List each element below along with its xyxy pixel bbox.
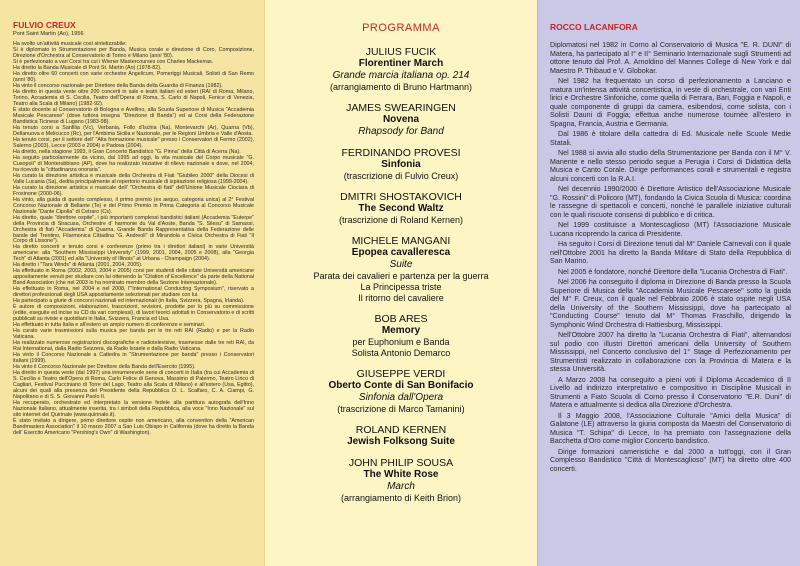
- left-bio-paragraph: Ha tenuto corsi a Sanfilia (Vc), Verbania, Follo d'Ischia (Na), Montevarchi (Ar), Quarna (Vb), Dellanuova e Melicucco (Rc), per l'Ambima Sicilia e Nazionale, per le Regioni Umbria e Valle d'Aosta.: [13, 124, 254, 137]
- left-bio-paragraph: Ha recuperato, orchestrato ed interpretato la versione fedele alla partitura autografa dell'Inno Nazionale Italiano, attualmente inserita, tra i simboli della Repubblica, alla voce "Inno Nazionale" sul sito internet del Quirinale (www.quirinale.it).: [13, 400, 254, 419]
- program-item: [273, 457, 529, 504]
- left-bio-paragraph: Ha vinto il concorso nazionale per Direttore della Banda della Guardia di Finanza (1982).: [13, 82, 223, 89]
- right-bio-paragraph: Nell'Ottobre 2007 ha diretto la "Lucania Orchestra di Fiati", alternandosi sul podio con illustri Direttori americani della University of Southern Mississippi, nel Concerto conclusivo del 1° Stage di Perfezionamento per Strumentisti realizzato in collaborazione con la Provincia di Matera e la stessa Università.: [550, 331, 791, 373]
- program-item: [273, 313, 529, 359]
- left-bio-paragraph: È stato docente al Conservatorio di Bologna e Avellino, alla Scuola Superiore di Musica "Accademia Musicale Pescarese" (dove tuttora insegna "Direzione di Banda") ed ai Corsi della Federazione Bandistica Ticinese di Lugano (1983-98).: [13, 106, 254, 125]
- left-bio-paragraph: Si è perfezionato a vari Corsi tra cui i Wiener Mastercourses con Charles Mackerras.: [13, 58, 214, 65]
- left-bio-paragraph: Ha curato varie trasmissioni sulla musica per banda per le tre reti RAI (Radio) e per la Radio Vaticana.: [13, 328, 254, 341]
- left-bio-paragraph: Ha curato la direzione artistica e musicale dell' "Orchestra di fiati" dell'Unione Musicale Ciociara di Frosinone (2000-06).: [13, 184, 254, 197]
- program-list: [273, 46, 529, 504]
- left-bio-paragraph: Ha diretto in questa veste oltre 200 concerti in sale e teatri italiani ed esteri (RAI di Roma, Milano, Torino, Accademia di S. Cecilia, Teatro dell'Opera di Roma, S. Carlo di Napoli, Fenice di Venezia, Teatro alla Scala di Milano) (1982-92).: [13, 88, 254, 107]
- right-bio-paragraph: Dal 1986 è titolare della cattedra di Ed. Musicale nelle Scuole Medie Statali.: [550, 130, 791, 147]
- work-note: (arrangiamento di Bruno Hartmann): [329, 82, 473, 92]
- left-bio-paragraph: Ha diretto i "Tara Winds" di Atlanta (2001, 2004, 2005).: [13, 262, 143, 269]
- left-bio-paragraph: Ha seguito particolarmente da vicino, dal 1995 ad oggi, la vita musicale del Corpo musicale "G. Cusopoli" di Monterubbiano (AP), dove ha realizzato iniziative di rilievo nazionale e dove, nel 2004, ha ricevuto la "cittadinanza onoraria".: [13, 154, 254, 173]
- program-item: [273, 102, 529, 138]
- right-bio-paragraph: Nel 2005 è fondatore, nonché Direttore della "Lucania Orchestra di Fiati".: [558, 267, 788, 276]
- left-conductor-name: FULVIO CREUX: [13, 20, 76, 30]
- work-subtitle: Suite: [389, 259, 413, 270]
- work-note: (trascrizione di Marco Tamanini): [337, 404, 465, 414]
- work-note: (arrangiamento di Keith Brion): [340, 493, 462, 503]
- work-title: Florentiner March: [358, 58, 444, 69]
- right-bio-paragraph: Ha seguito i Corsi di Direzione tenuti dal M° Daniele Carnevali con il quale nell'Ottobre 2001 ha diretto la Banda Militare di Stato della Repubblica di San Marino.: [550, 240, 791, 265]
- left-bio-paragraph: Ha effettuato in tutta Italia e all'estero un ampio numero di conferenze e seminari.: [13, 322, 206, 329]
- composer-name: FERDINANDO PROVESI: [341, 147, 461, 159]
- left-bio-paragraph: Ha vinto, alla guida di questo complesso, il primo premio (ex aequo, categoria unica) al 2° Festival Concorso Nazionale di Bellante (Te) e del Primo Premio in Prima Categoria al Concorso Musicale Nazionale "Dante Cipolla" di Cetraro (Cs).: [13, 196, 254, 215]
- program-item: [273, 235, 529, 304]
- left-bio-paragraph: Ha diretto concerti e tenuto corsi e conferenze (primo tra i direttori italiani) in varie Università americane: alla "Southern Mississippi University" (1999, 2001, 2004, 2005 e 2008), alla "Georgia Tech" di Atlanta (2001) ed alla "University of Illinois" at Urbana - Champaign (2004).: [13, 244, 254, 263]
- left-bio-paragraph: Ha diretto la Banda Musicale di Pont St. Martin (Ao) (1978-82).: [13, 64, 162, 71]
- composer-name: ROLAND KERNEN: [355, 424, 447, 436]
- work-title: The White Rose: [363, 469, 439, 480]
- work-note: (trascrizione di Roland Kernen): [338, 215, 464, 225]
- composer-name: MICHELE MANGANI: [351, 235, 451, 247]
- left-bio-paragraph: Ha partecipato a giurie di concorsi nazionali ed internazionali (in Italia, Svizzera, Spagna, Irlanda).: [13, 298, 245, 305]
- left-bio-paragraph: Ha effettuato in Roma, nel 2004 e nel 2008, l'"International Conducting Symposium", riservato a direttori professionali degli USA appositamente selezionati per studiare con lui.: [13, 286, 254, 299]
- left-bio-paragraph: È stato invitato a dirigere, primo direttore ospite non americano, alla convention della "American Bandmasters Association" il 10 marzo 2007 a San Luis Obispo in California (dove ha diretto la Banda dell' Esercito Americano "Pershing's Own" di Washington).: [13, 418, 254, 436]
- right-bio-paragraph: Diplomatosi nel 1982 in Corno al Conservatorio di Musica "E. R. DUNI" di Matera, ha partecipato al I° e II° Seminario Internazionale sugli Strumenti ad ottone tenuto dal Prof. A. Arnoldino del Mannes College di New York e dal Maestro P. Thibaud e V. Globokar.: [550, 41, 791, 75]
- right-bio-paragraph: Nel decennio 1990/2000 è Direttore Artistico dell'Associazione Musicale "G. Rossini" di Policoro (MT), fondando la Civica Scuola di Musica: coordina le rassegne di spettacoli e concerti, nonché le parallele iniziative culturali con le quali riscuote consensi di pubblico e di critica.: [550, 185, 791, 219]
- right-conductor-name: ROCCO LACANFORA: [550, 22, 638, 32]
- work-subtitle: Rhapsody for Band: [358, 126, 444, 137]
- program-item: [273, 147, 529, 182]
- work-subtitle: Grande marcia italiana op. 214: [332, 70, 470, 81]
- left-bio-paragraph: Ha vinto il Concorso Nazionale per Direttore della Banda dell'Esercito (1995).: [13, 364, 196, 371]
- composer-name: JAMES SWEARINGEN: [346, 102, 456, 114]
- work-title: Novena: [382, 114, 420, 125]
- left-bio-paragraph: Ha diretto oltre 60 concerti con varie orchestre Angelicum, Pomeriggi Musicali, Solisti di San Remo (anni '80).: [13, 70, 254, 83]
- left-bio-paragraph: Ha realizzato numerose registrazioni discografiche e radiotelevisive, trasmesse dalle tre reti RAI, da Rai International, dalla Radio Svizzera, da Radio Israele e dalla Radio Vaticana.: [13, 340, 254, 353]
- left-bio-paragraph: Ha diretto in questa veste (dal 1997) una innumerevole serie di concerti in Italia (tra cui Accademia di S. Cecilia e Teatro dell'Opera di Roma, Carlo Felice di Genova, Massimo di Palermo, Teatro Lirico di Cagliari, Festival Pucciniano di Torre del Lago, Teatro alla Scala di Milano) e all'estero (Usa, Egitto), alcuni dei quali alla presenza del Presidente della Repubblica O. L. Scalfaro, C. A. Ciampi, G. Napolitano e di S. S. Giovanni Paolo II.: [13, 370, 254, 401]
- work-title: Jewish Folksong Suite: [347, 436, 455, 447]
- work-subtitle: March: [387, 481, 415, 492]
- left-origin: Pont Saint Martin (Ao), 1956: [13, 31, 84, 37]
- work-title: The Second Waltz: [358, 203, 444, 214]
- composer-name: BOB ARES: [374, 313, 428, 325]
- work-note: Solista Antonio Demarco: [351, 348, 451, 358]
- work-title: Memory: [381, 325, 421, 336]
- left-bio-paragraph: Si è diplomato in Strumentazione per Banda, Musica corale e direzione di Coro, Composizione, Direzione d'Orchestra al Conservatorio di Torino e Milano (anni '80).: [13, 46, 254, 59]
- left-bio-paragraph: Ha diretto, quale "direttore ospite", i più importanti complessi bandistici italiani (Accademia "Euterpe" della Provincia di Siracusa, Orchestre d' harmonie du Val d'Aoste, Banda "S. Silesu" di Samassi, Orchestra di fiati "Accademia" di Quarna, Grande Banda Rappresentativa della Federazione delle bande del Trentino, Filarmonica Cittadina "G. Andreoli" di Mirandola e Civica Orchestra di Fiati "Il Corpo di Lissone").: [13, 214, 254, 245]
- left-bio-paragraph: Ha diretto, nella stagione 1993, il Gran Concerto Bandistico "G. Pinna" della Città di Acerra (Na).: [13, 148, 241, 155]
- right-bio-paragraph: Nel 1999 costituisce a Montescaglioso (MT) l'Associazione Musicale Lucana ricoprendo la carica di Presidente.: [550, 221, 791, 238]
- right-bio-paragraph: A Marzo 2008 ha conseguito a pieni voti il Diploma Accademico di II Livello ad indirizzo interpretativo e compositivo in Discipline Musicali in Strumenti a Fiato Scuola di Corno presso il Conservatorio "E.R. Duni" di Matera e attualmente si dedica alla Direzione d'Orchestra.: [550, 375, 791, 409]
- composer-name: JULIUS FUCIK: [365, 46, 437, 58]
- right-column: [537, 0, 800, 566]
- program-item: [273, 424, 529, 448]
- program-item: [273, 191, 529, 226]
- left-bio-paragraph: Ha vinto il Concorso Nazionale a Cattedra in "Strumentazione per banda" presso i Conservatori italiani (1999).: [13, 352, 254, 365]
- left-bio-paragraph: Ha svolto un'attività musicale così sintetizzabile:: [13, 41, 127, 47]
- left-bio-paragraph: Ha effettuato in Roma (2002, 2003, 2004 e 2005) corsi per studenti delle citate Università americane appositamente venuti per studiare con lui ottenendo la "Citation of Excellence" da parte della National Band Association (che nel 2003 lo ha nominato membro della Sezione Internazionale).: [13, 268, 254, 287]
- left-bio-paragraph: Ha curato la direzione artistica e musicale della Orchestra di Fiati "Giubileo 2000" della Diocesi di Valle Lucania (Sa), dedita principalmente al repertorio musicale di ispirazione religiosa (1999-2004).: [13, 172, 254, 185]
- work-note: (trascrizione di Fulvio Creux): [343, 171, 459, 181]
- right-bio-paragraph: Nel 1988 si avvia allo studio della Strumentazione per Banda con il M° V. Manente e nello stesso periodo segue a Perugia i Corsi di Didattica della Musica e Canto Corale. Dirige performances corali e strumentali e registra alcuni concerti con la R.A.I.: [550, 149, 791, 183]
- work-subtitle: Sinfonia dall'Opera: [358, 392, 444, 403]
- work-note: per Euphonium e Banda: [352, 337, 450, 347]
- right-bio-paragraph: Dirige formazioni cameristiche e dal 2000 a tutt'oggi, con il Gran Complesso Bandistico "Città di Montescaglioso" (MT) ha diretto oltre 400 concerti.: [550, 447, 791, 473]
- program-column: [265, 0, 537, 566]
- work-note: Parata dei cavalieri e partenza per la guerra: [313, 271, 489, 281]
- program-item: [273, 368, 529, 415]
- right-bio-paragraph: Nel 1982 ha frequentato un corso di perfezionamento a Lanciano e matura un'intensa attività concertistica, in veste di orchestrale, con vari Enti lirici e Orchestre Sinfoniche, come quella di Ferrara, Bari, Foggia e Napoli, e quale componente di gruppi da camera, esibendosi, come solista, con i Solisti Dauni di Foggia; effettua anche numerose tournée all'estero in Spagna, Francia, Austria e Germania.: [550, 77, 791, 128]
- work-title: Oberto Conte di San Bonifacio: [328, 380, 474, 391]
- work-note: La Principessa triste: [360, 282, 442, 292]
- work-title: Sinfonia: [381, 159, 421, 170]
- composer-name: JOHN PHILIP SOUSA: [348, 457, 454, 469]
- left-bio-paragraph: È autore di composizioni, elaborazioni, trascrizioni, revisioni, prodotte per lo più su commissione (edite, eseguite ed incise su CD da vari complessi), di lavori teorici adottati in Conservatorio e di scritti pubblicati su riviste e quotidiani in Italia, Svizzera, Francia ed Usa.: [13, 304, 254, 323]
- right-bio-paragraph: Nel 2006 ha conseguito il diploma in Direzione di Banda presso la Scuola Superiore di Musica della "Accademia Musicale Pescarese" sotto la guida del M° F. Creux, con il quale nel Febbraio 2006 è stato ospite negli USA della University of the Southern Mississippi, dove ha partecipato al "Conducting Course" tenuto dal M° Thomas Fraschillo, dirigendo la Symphonic Wind Orchestra di Hattiesburg, Mississippi.: [550, 278, 791, 329]
- composer-name: GIUSEPPE VERDI: [356, 368, 446, 380]
- work-title: Epopea cavalleresca: [351, 247, 451, 258]
- composer-name: DMITRI SHOSTAKOVICH: [340, 191, 462, 203]
- right-biography: [550, 41, 791, 473]
- left-biography: [13, 41, 254, 436]
- left-bio-paragraph: Ha tenuto corsi, per il settore dell' "Alta formazione musicale" presso i Conservatori di Fermo (2002), Salerno (2003), Lecce (2003 e 2004) e Padova (2004).: [13, 136, 254, 149]
- right-bio-paragraph: Il 3 Maggio 2008, l'Associazione Culturale "Amici della Musica" di Galatone (LE) attraverso la giuria composta da Maestri del Conservatorio di Musica "T. Schipa" di Lecce, lo ha premiato con l'assegnazione della Bacchetta d'Oro come miglior Concerto bandistico.: [550, 411, 791, 445]
- program-item: [273, 46, 529, 93]
- left-column: [0, 0, 265, 566]
- work-note: Il ritorno del cavaliere: [358, 293, 444, 303]
- program-title: PROGRAMMA: [362, 22, 440, 34]
